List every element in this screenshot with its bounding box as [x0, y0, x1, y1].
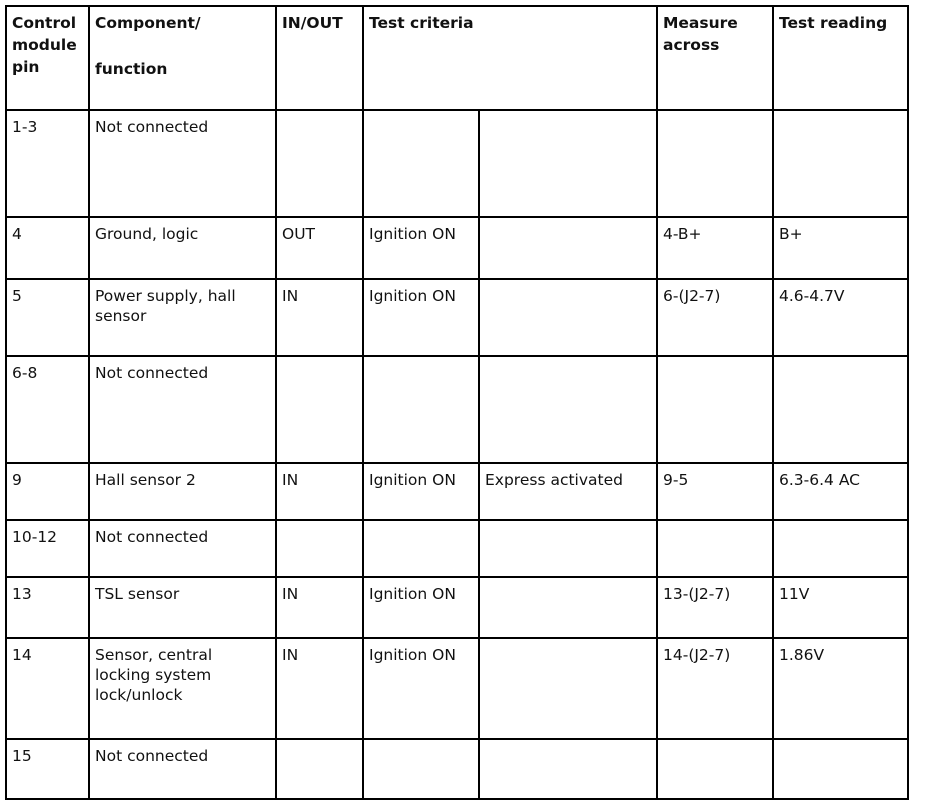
cell-pin: 10-12 — [6, 520, 89, 577]
header-criteria: Test criteria — [363, 6, 657, 110]
header-reading: Test reading — [773, 6, 908, 110]
table-row — [6, 463, 908, 520]
cell-pin: 4 — [6, 217, 89, 279]
cell-reading: 1.86V — [773, 638, 908, 739]
cell-pin: 5 — [6, 279, 89, 356]
cell-criteria: Ignition ON — [363, 463, 479, 520]
cell-criteria — [363, 520, 479, 577]
cell-criteria — [363, 739, 479, 799]
table-row — [6, 520, 908, 577]
cell-measure — [657, 110, 773, 217]
cell-inout: IN — [276, 279, 363, 356]
cell-reading — [773, 356, 908, 463]
cell-component: TSL sensor — [89, 577, 276, 638]
cell-pin: 1-3 — [6, 110, 89, 217]
cell-reading: B+ — [773, 217, 908, 279]
cell-criteria: Ignition ON — [363, 279, 479, 356]
cell-criteria2 — [479, 217, 657, 279]
cell-component: Not connected — [89, 356, 276, 463]
cell-criteria2 — [479, 739, 657, 799]
cell-criteria2 — [479, 638, 657, 739]
cell-measure: 13-(J2-7) — [657, 577, 773, 638]
cell-criteria2 — [479, 110, 657, 217]
cell-criteria2: Express activated — [479, 463, 657, 520]
cell-inout: IN — [276, 638, 363, 739]
cell-component: Not connected — [89, 739, 276, 799]
header-component-line1: Component/ — [95, 14, 201, 32]
header-component — [89, 6, 276, 110]
cell-component: Sensor, central locking system lock/unlock — [89, 638, 276, 739]
table-row — [6, 356, 908, 463]
cell-inout — [276, 110, 363, 217]
table-row — [6, 279, 908, 356]
table-row — [6, 577, 908, 638]
cell-component: Not connected — [89, 520, 276, 577]
cell-component: Hall sensor 2 — [89, 463, 276, 520]
cell-measure — [657, 739, 773, 799]
header-pin: Control module pin — [6, 6, 89, 110]
cell-criteria — [363, 110, 479, 217]
cell-criteria2 — [479, 577, 657, 638]
cell-criteria2 — [479, 279, 657, 356]
table-row — [6, 110, 908, 217]
header-inout: IN/OUT — [276, 6, 363, 110]
table-row — [6, 739, 908, 799]
cell-pin: 13 — [6, 577, 89, 638]
cell-criteria2 — [479, 520, 657, 577]
cell-component: Power supply, hall sensor — [89, 279, 276, 356]
cell-measure: 6-(J2-7) — [657, 279, 773, 356]
pin-table-container — [5, 5, 909, 800]
cell-pin: 9 — [6, 463, 89, 520]
cell-reading: 6.3-6.4 AC — [773, 463, 908, 520]
cell-reading — [773, 110, 908, 217]
cell-reading: 4.6-4.7V — [773, 279, 908, 356]
header-measure: Measure across — [657, 6, 773, 110]
cell-inout — [276, 739, 363, 799]
table-row — [6, 638, 908, 739]
cell-criteria: Ignition ON — [363, 217, 479, 279]
cell-inout — [276, 356, 363, 463]
header-component-line2: function — [95, 60, 168, 78]
cell-inout: OUT — [276, 217, 363, 279]
cell-component: Ground, logic — [89, 217, 276, 279]
pin-test-table — [5, 5, 909, 800]
cell-reading — [773, 739, 908, 799]
cell-measure: 9-5 — [657, 463, 773, 520]
cell-inout: IN — [276, 577, 363, 638]
cell-measure: 14-(J2-7) — [657, 638, 773, 739]
table-row — [6, 217, 908, 279]
cell-measure — [657, 520, 773, 577]
cell-pin: 15 — [6, 739, 89, 799]
cell-inout — [276, 520, 363, 577]
cell-criteria — [363, 356, 479, 463]
cell-inout: IN — [276, 463, 363, 520]
cell-pin: 14 — [6, 638, 89, 739]
cell-reading: 11V — [773, 577, 908, 638]
cell-criteria: Ignition ON — [363, 577, 479, 638]
cell-criteria2 — [479, 356, 657, 463]
cell-measure — [657, 356, 773, 463]
cell-component: Not connected — [89, 110, 276, 217]
cell-measure: 4-B+ — [657, 217, 773, 279]
header-row — [6, 6, 908, 110]
cell-criteria: Ignition ON — [363, 638, 479, 739]
cell-pin: 6-8 — [6, 356, 89, 463]
cell-reading — [773, 520, 908, 577]
